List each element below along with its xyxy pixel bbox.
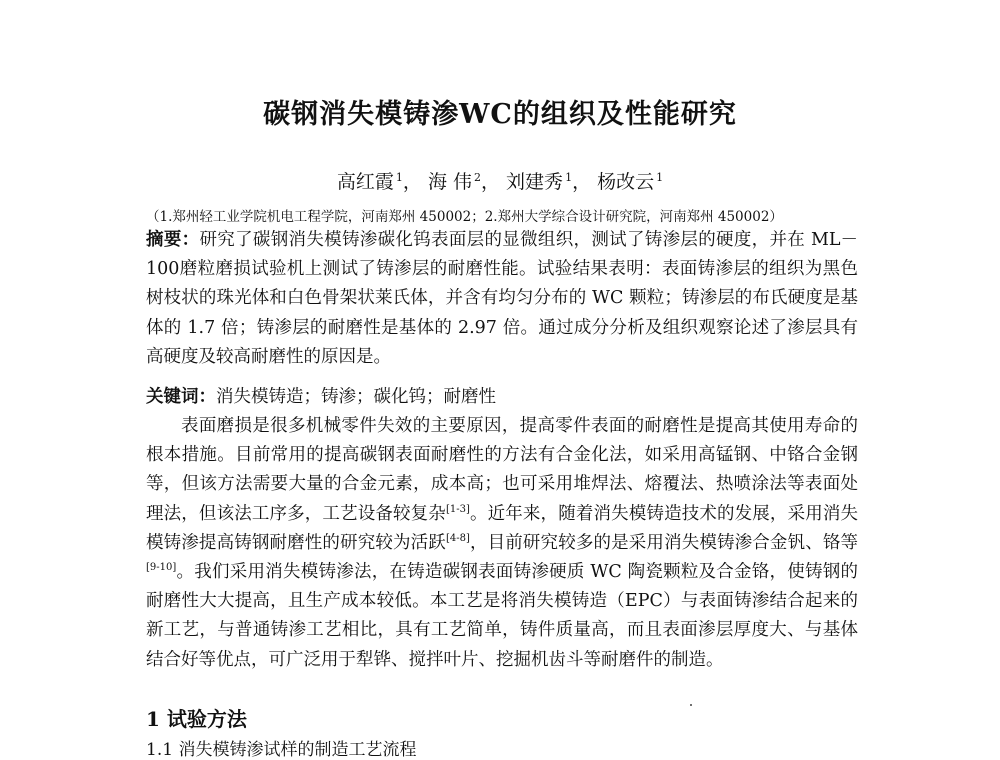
citation-ref: [4-8] xyxy=(445,532,470,544)
intro-text: 。近年来，随着消失模铸造技术的发展，采用消失模铸渗提高铸钢耐磨性的研究较为活跃 xyxy=(146,503,858,553)
intro-text: 表面磨损是很多机械零件失效的主要原因，提高零件表面的耐磨性是提高其使用寿命的根本措施。目前常用的提高碳钢表面耐磨性的方法有合金化法，如采用高锰钢、中铬合金钢等，但该方法需要大量的合金元素，成本高；也可采用堆焊法、熔覆法、热喷涂法等表面处理法，但该法工序多，工艺设备较复杂 xyxy=(146,416,858,524)
author-separator: ， xyxy=(480,171,500,193)
author-affil-mark: 1 xyxy=(656,170,664,184)
keywords-label: 关键词： xyxy=(146,387,216,407)
abstract-text: 研究了碳钢消失模铸渗碳化钨表面层的显微组织，测试了铸渗层的硬度，并在 ML－100磨粒磨损试验机上测试了铸渗层的耐磨性能。试验结果表明：表面铸渗层的组织为黑色树枝状的珠光体和白色骨架状莱氏体，并含有均匀分布的 WC 颗粒；铸渗层的布氏硬度是基体的 1.7 倍；铸渗层的耐磨性是基体的 2.97 倍。通过成分分析及组织观察论述了渗层具有高硬度及较高耐磨性的原因是。 xyxy=(146,230,859,367)
author-separator: ， xyxy=(402,171,422,193)
intro-text: 。我们采用消失模铸渗法，在铸造碳钢表面铸渗硬质 WC 陶瓷颗粒及合金铬，使铸钢的耐磨性大大提高，且生产成本较低。本工艺是将消失模铸造（EPC）与表面铸渗结合起来的新工艺，与普通铸渗工艺相比，具有工艺简单，铸件质量高，而且表面渗层厚度大、与基体结合好等优点，可广泛用于犁铧、搅拌叶片、挖掘机齿斗等耐磨件的制造。 xyxy=(146,562,858,670)
author-separator: ， xyxy=(572,171,592,193)
abstract-label: 摘要： xyxy=(146,230,200,250)
keywords-text: 消失模铸造；铸渗；碳化钨；耐磨性 xyxy=(216,387,496,407)
author-name: 杨改云 xyxy=(597,171,655,193)
keywords-line xyxy=(146,383,858,412)
author-affil-mark: 1 xyxy=(565,170,573,184)
abstract-paragraph xyxy=(146,226,858,372)
scan-speck xyxy=(690,704,692,706)
author-affil-mark: 1 xyxy=(395,170,403,184)
paper-title: 碳钢消失模铸渗WC的组织及性能研究 xyxy=(263,99,737,130)
author-name: 海 伟 xyxy=(427,171,472,193)
intro-paragraph xyxy=(146,412,858,675)
author-affil-mark: 2 xyxy=(473,170,481,184)
author-name: 刘建秀 xyxy=(506,171,564,193)
citation-ref: [1-3] xyxy=(445,503,470,515)
intro-text: ，目前研究较多的是采用消失模铸渗合金钒、铬等 xyxy=(469,532,858,553)
affiliation-line: （1.郑州轻工业学院机电工程学院，河南郑州 450002；2.郑州大学综合设计研究院，河南郑州 450002） xyxy=(146,209,783,225)
section-heading: 1 试验方法 xyxy=(146,707,247,731)
citation-ref: [9-10] xyxy=(146,562,177,574)
subsection-heading: 1.1 消失模铸渗试样的制造工艺流程 xyxy=(146,740,417,760)
author-name: 高红霞 xyxy=(336,171,394,193)
author-list xyxy=(0,167,1000,194)
